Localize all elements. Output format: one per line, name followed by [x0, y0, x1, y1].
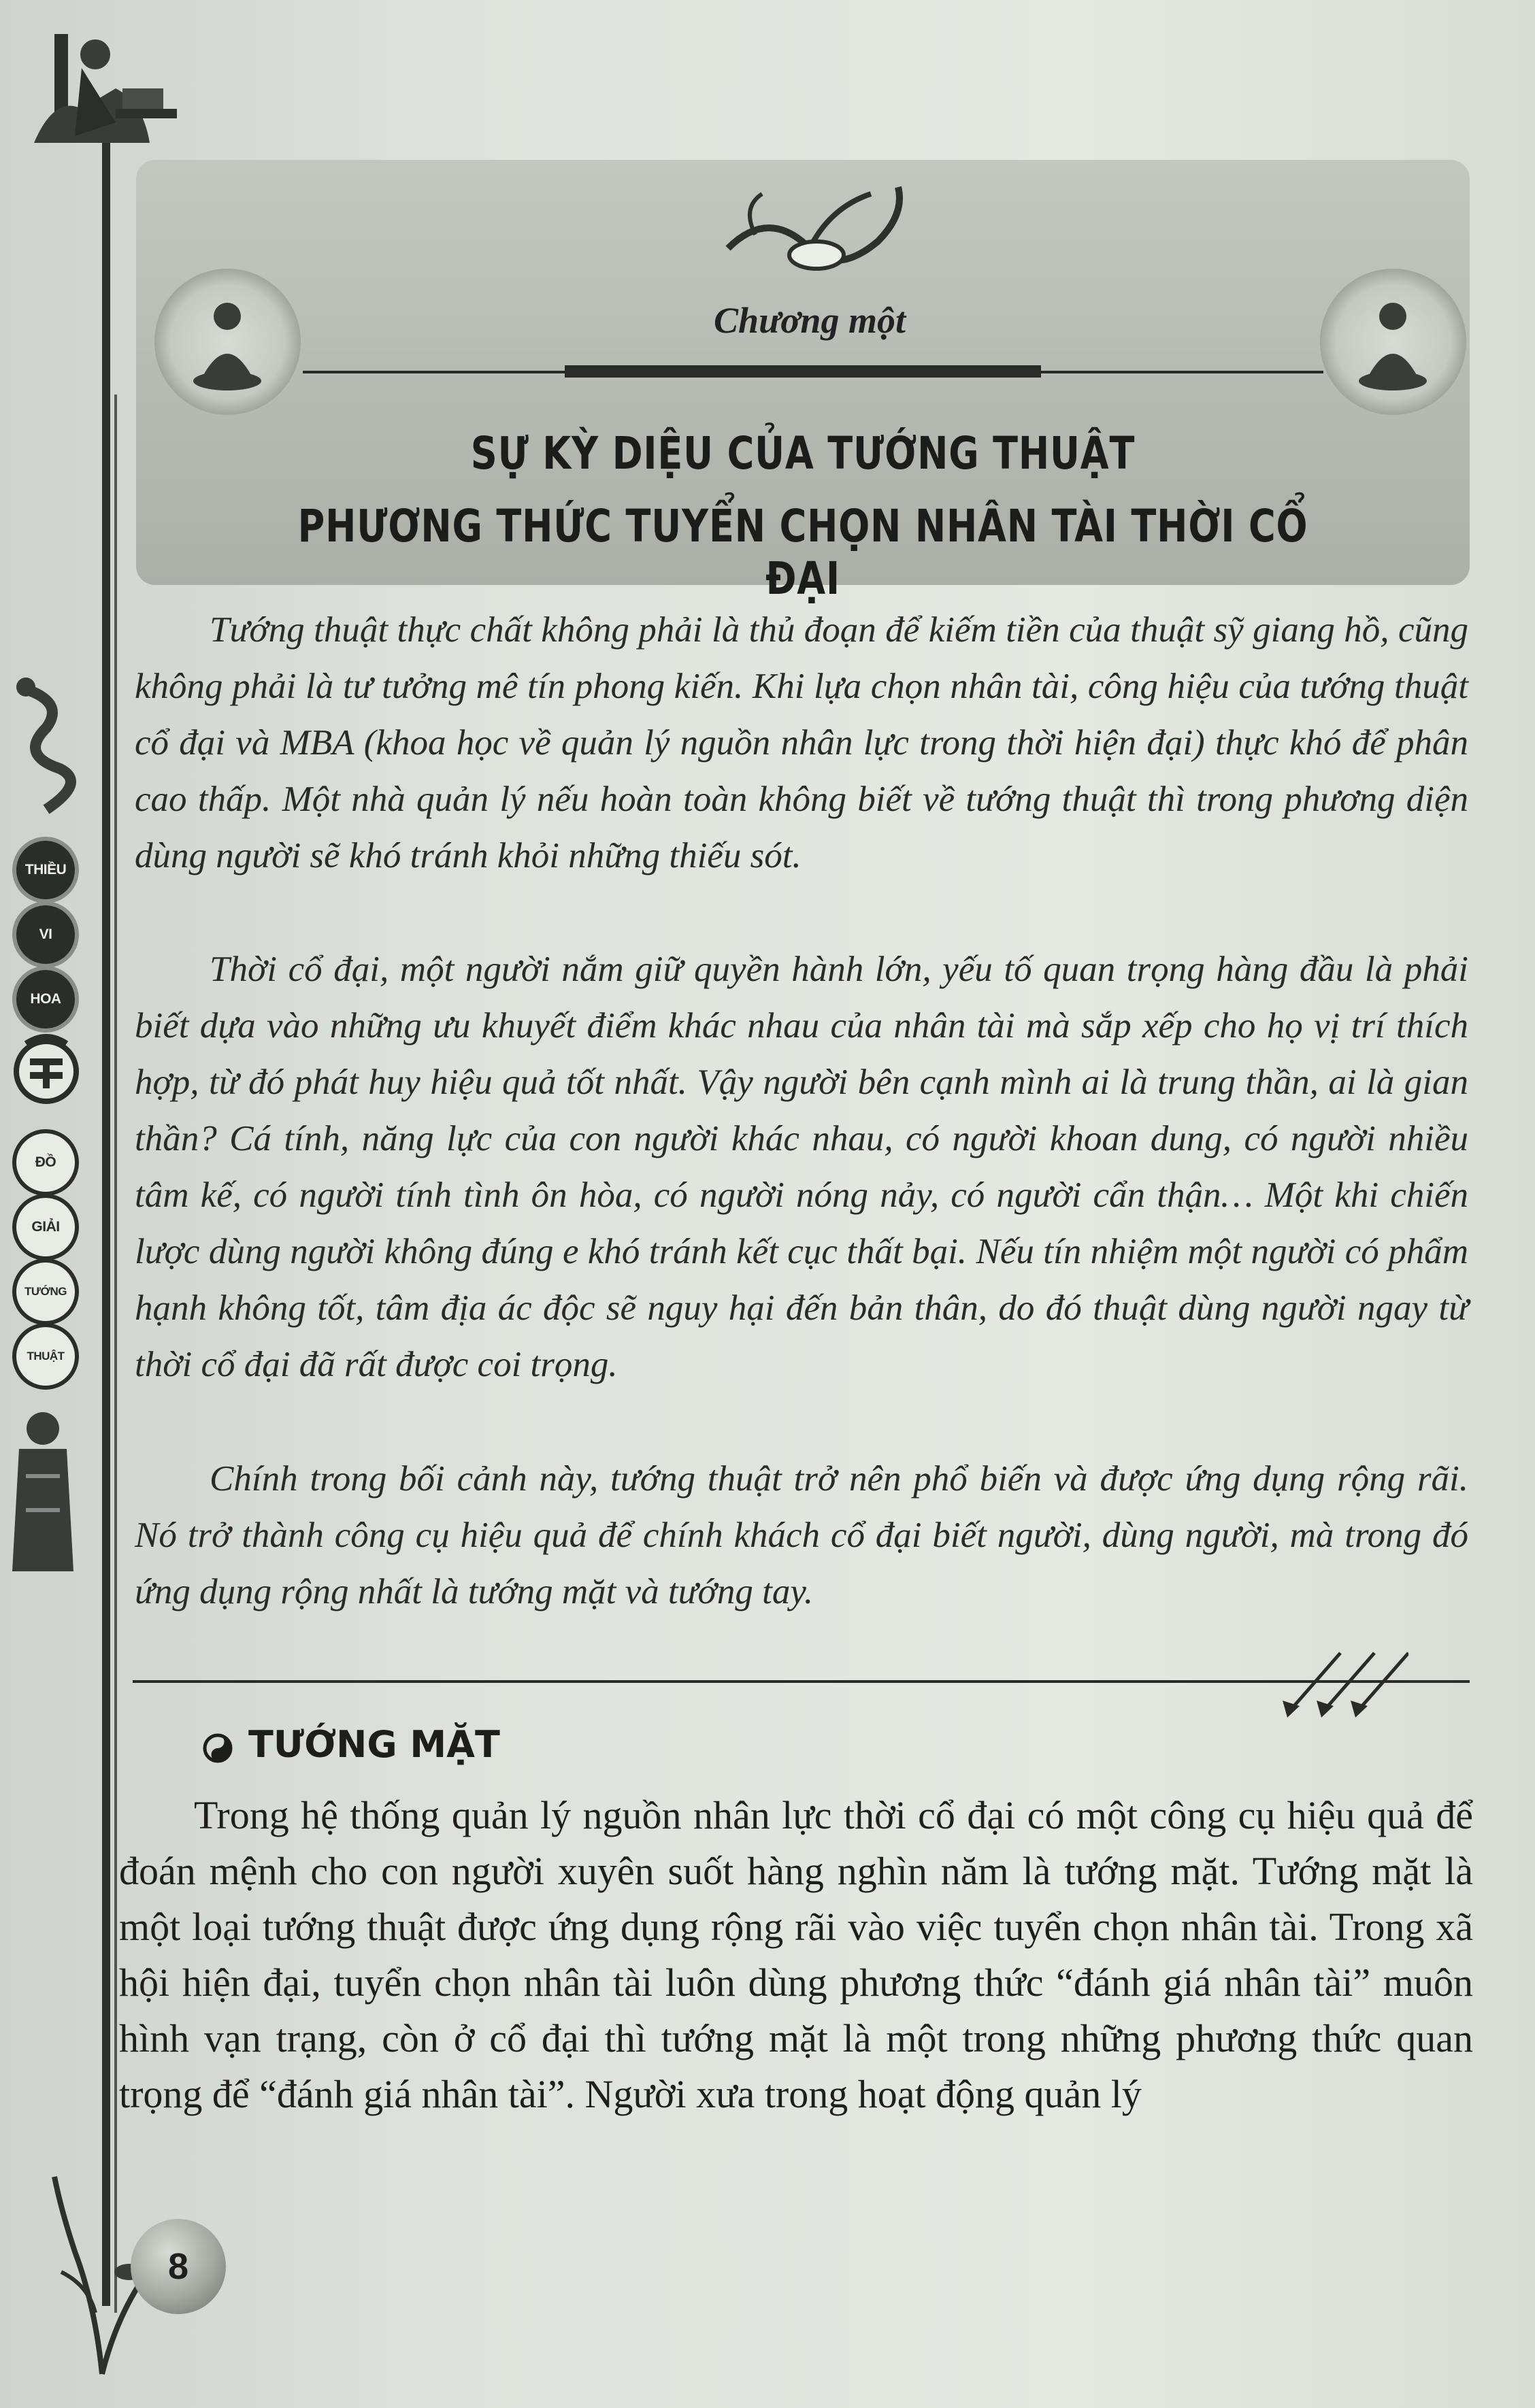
chapter-label: Chương một — [714, 300, 906, 341]
section-paragraph: Trong hệ thống quản lý nguồn nhân lực thời cổ đại có một công cụ hiệu quả để đoán mệnh cho con người xuyên suốt hàng nghìn năm là tướng mặt. Tướng mặt là một loại tướng thuật được ứng dụng rộng rãi vào việc tuyển chọn nhân tài. Trong xã hội hiện đại, tuyển chọn nhân tài luôn dùng phương thức “đánh giá nhân tài” muôn hình vạn trạng, còn ở cổ đại thì tướng mặt là một trong những phương thức quan trọng để “đánh giá nhân tài”. Người xưa trong hoạt động quản lý — [119, 1793, 1473, 2116]
buddha-medallion-right — [1320, 269, 1466, 415]
header-divider-accent — [565, 365, 1041, 378]
chapter-title-line1: SỰ KỲ DIỆU CỦA TƯỚNG THUẬT — [470, 427, 1136, 480]
seal-icon — [12, 1034, 80, 1109]
side-tab-giai: GIẢI — [12, 1194, 79, 1260]
intro-paragraph-2: Thời cổ đại, một người nắm giữ quyền hành lớn, yếu tố quan trọng hàng đầu là phải biết dựa vào những ưu khuyết điểm khác nhau của nhân tài mà sắp xếp cho họ vị trí thích hợp, từ đó phát huy hiệu quả tốt nhất. Vậy người bên cạnh mình ai là trung thần, ai là gian thần? Cá tính, năng lực của con người khác nhau, có người khoan dung, có người nhiều tâm kế, có người tính tình ôn hòa, có người nóng nảy, có người cẩn thận… Một khi chiến lược dùng người không đúng e khó tránh kết cục thất bại. Nếu tín nhiệm một người có phẩm hạnh không tốt, tâm địa ác độc sẽ nguy hại đến bản thân, do đó thuật dùng người ngay từ thời cổ đại đã rất được coi trọng. — [135, 950, 1468, 1384]
scholar-illustration — [14, 7, 191, 163]
bullet-icon — [203, 1733, 233, 1763]
arrows-ornament — [1272, 1646, 1408, 1721]
side-tab-do: ĐỒ — [12, 1129, 79, 1196]
side-tab-tuong: TƯỚNG — [12, 1258, 79, 1325]
chapter-title-line2: PHƯƠNG THỨC TUYỂN CHỌN NHÂN TÀI THỜI CỔ ĐẠI — [297, 500, 1308, 605]
intro-paragraph-1: Tướng thuật thực chất không phải là thủ đoạn để kiếm tiền của thuật sỹ giang hồ, cũng không phải là tư tưởng mê tín phong kiến. Khi lựa chọn nhân tài, công hiệu của tướng thuật cổ đại và MBA (khoa học về quản lý nguồn nhân lực trong thời hiện đại) thực khó để phân cao thấp. Một nhà quản lý nếu hoàn toàn không biết về tướng thuật thì trong phương diện dùng người sẽ khó tránh khỏi những thiếu sót. — [135, 610, 1468, 875]
buddha-medallion-left — [154, 269, 301, 415]
dragon-ornament — [5, 673, 94, 816]
side-tab-thuat: THUẬT — [12, 1323, 79, 1390]
side-tab-vi: VI — [12, 901, 79, 968]
margin-rule — [102, 102, 110, 2306]
page-number: 8 — [131, 2219, 226, 2314]
warrior-illustration — [5, 1401, 80, 1578]
side-tab-hoa: HOA — [12, 966, 79, 1033]
phoenix-ornament — [714, 167, 919, 296]
section-heading: TƯỚNG MẶT — [248, 1723, 500, 1766]
intro-paragraph-3: Chính trong bối cảnh này, tướng thuật trở nên phổ biến và được ứng dụng rộng rãi. Nó trở thành công cụ hiệu quả để chính khách cổ đại biết người, dùng người, mà trong đó ứng dụng rộng nhất là tướng mặt và tướng tay. — [135, 1459, 1468, 1611]
side-tab-thieu: THIỀU — [12, 837, 79, 903]
section-divider — [133, 1680, 1470, 1683]
margin-rule-thin — [114, 395, 117, 2313]
